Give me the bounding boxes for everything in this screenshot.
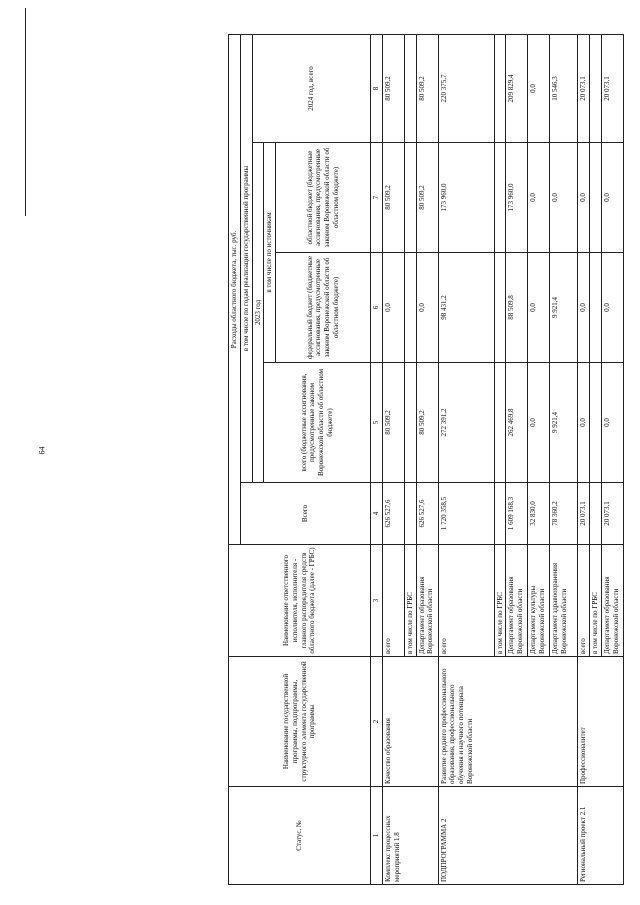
budget-table (228, 34, 624, 885)
cell-federal: 0,0 (528, 253, 550, 363)
col-num: 5 (371, 363, 383, 483)
cell-regional: 173 960,0 (506, 143, 528, 253)
col-num: 4 (371, 483, 383, 545)
cell-total: 20 073,1 (601, 483, 623, 545)
cell-y2023: 9 921,4 (550, 363, 578, 483)
cell-regional: 80 509,2 (416, 143, 438, 253)
cell-regional: 0,0 (550, 143, 578, 253)
cell-federal: 0,0 (601, 253, 623, 363)
col-num: 6 (371, 253, 383, 363)
cell-y2024: 209 829,4 (506, 34, 528, 142)
cell-federal: 0,0 (382, 253, 404, 363)
cell-total: 78 360,2 (550, 483, 578, 545)
cell-total (404, 483, 416, 545)
cell-regional (404, 143, 416, 253)
cell-y2024: 80 509,2 (416, 34, 438, 142)
table-row (438, 34, 494, 884)
table-row (578, 34, 590, 884)
cell-executor: Департамент образования Воронежской области (416, 545, 438, 657)
cell-y2024: 220 375,7 (438, 34, 494, 142)
cell-name: Качество образования (382, 657, 438, 787)
col-num: 2 (371, 657, 383, 787)
cell-status: ПОДПРОГРАММА 2 (438, 787, 578, 885)
cell-y2024 (590, 34, 602, 142)
col-num: 1 (371, 787, 383, 885)
cell-y2023 (404, 363, 416, 483)
cell-executor: всего (578, 545, 590, 657)
cell-federal: 9 921,4 (550, 253, 578, 363)
cell-federal: 0,0 (578, 253, 590, 363)
footnote-rule (25, 8, 26, 216)
cell-y2023: 0,0 (601, 363, 623, 483)
cell-name: Профессионалитет (578, 657, 624, 787)
cell-federal: 0,0 (416, 253, 438, 363)
cell-total (590, 483, 602, 545)
table-row (382, 34, 404, 884)
cell-total: 626 527,6 (416, 483, 438, 545)
cell-name: Развитие среднего профессионального образования, профессионального обучения и научного потенциала Воронежской области (438, 657, 578, 787)
col-num: 7 (371, 143, 383, 253)
cell-y2024: 20 073,1 (601, 34, 623, 142)
column-number-row (371, 34, 383, 884)
header-status: Статус, № (229, 787, 371, 885)
cell-executor: Департамент здравоохранения Воронежской области (550, 545, 578, 657)
cell-regional: 0,0 (601, 143, 623, 253)
cell-y2024 (494, 34, 506, 142)
header-regional: областной бюджет (бюджетные ассигнования, предусмотренные законом Воронежской области об областном бюджете) (276, 143, 371, 253)
header-by-years: в том числе по годам реализации государственной программы (240, 34, 252, 482)
cell-total (494, 483, 506, 545)
cell-y2024: 0,0 (528, 34, 550, 142)
cell-y2023: 0,0 (528, 363, 550, 483)
cell-y2024: 10 546,3 (550, 34, 578, 142)
header-year-2023: 2023 год (252, 143, 264, 483)
cell-status: Комплекс процессных мероприятий 1.8 (382, 787, 438, 885)
cell-total: 20 073,1 (578, 483, 590, 545)
cell-executor: всего (438, 545, 494, 657)
cell-federal: 88 509,8 (506, 253, 528, 363)
cell-executor: в том числе по ГРБС (494, 545, 506, 657)
cell-regional: 173 960,0 (438, 143, 494, 253)
header-federal: федеральный бюджет (бюджетные ассигнования, предусмотренные законом Воронежской области об областном бюджете) (276, 253, 371, 363)
cell-total: 1 609 168,3 (506, 483, 528, 545)
page-number: 64 (37, 446, 47, 455)
cell-y2023: 80 509,2 (416, 363, 438, 483)
cell-executor: Департамент культуры Воронежской области (528, 545, 550, 657)
header-year-2024: 2024 год, всего (252, 34, 371, 142)
cell-y2023: 0,0 (578, 363, 590, 483)
header-expenses: Расходы областного бюджета, тыс. руб. (229, 34, 241, 544)
cell-executor: в том числе по ГРБС (404, 545, 416, 657)
cell-regional: 0,0 (528, 143, 550, 253)
cell-total: 626 527,6 (382, 483, 404, 545)
cell-executor: всего (382, 545, 404, 657)
cell-regional (590, 143, 602, 253)
cell-y2023: 80 509,2 (382, 363, 404, 483)
cell-y2023: 262 469,8 (506, 363, 528, 483)
cell-executor: Департамент образования Воронежской области (601, 545, 623, 657)
cell-regional: 80 509,2 (382, 143, 404, 253)
header-by-sources: в том числе по источникам (264, 143, 276, 363)
cell-y2023 (590, 363, 602, 483)
col-num: 8 (371, 34, 383, 142)
cell-y2023 (494, 363, 506, 483)
cell-y2024: 80 509,2 (382, 34, 404, 142)
cell-federal (494, 253, 506, 363)
cell-federal: 98 431,2 (438, 253, 494, 363)
cell-regional: 0,0 (578, 143, 590, 253)
cell-regional (494, 143, 506, 253)
col-num: 3 (371, 545, 383, 657)
header-total-budget: всего (бюджетные ассигнования, предусмотренные законом Воронежской области об областном бюджете) (264, 363, 371, 483)
header-name: Наименование государственной программы, подпрограммы, структурного элемента государственной программы (229, 657, 371, 787)
cell-y2024: 20 073,1 (578, 34, 590, 142)
cell-executor: Департамент образования Воронежской области (506, 545, 528, 657)
cell-status: Региональный проект 2.1 (578, 787, 624, 885)
cell-total: 1 720 358,5 (438, 483, 494, 545)
cell-total: 32 830,0 (528, 483, 550, 545)
cell-y2024 (404, 34, 416, 142)
rotated-table-container (228, 35, 618, 885)
cell-y2023: 272 391,2 (438, 363, 494, 483)
cell-federal (404, 253, 416, 363)
header-executor: Наименование ответственного исполнителя, исполнителя - главного распорядителя средств областного бюджета (далее - ГРБС) (229, 545, 371, 657)
header-total: Всего (240, 483, 370, 545)
cell-federal (590, 253, 602, 363)
cell-executor: в том числе по ГРБС (590, 545, 602, 657)
